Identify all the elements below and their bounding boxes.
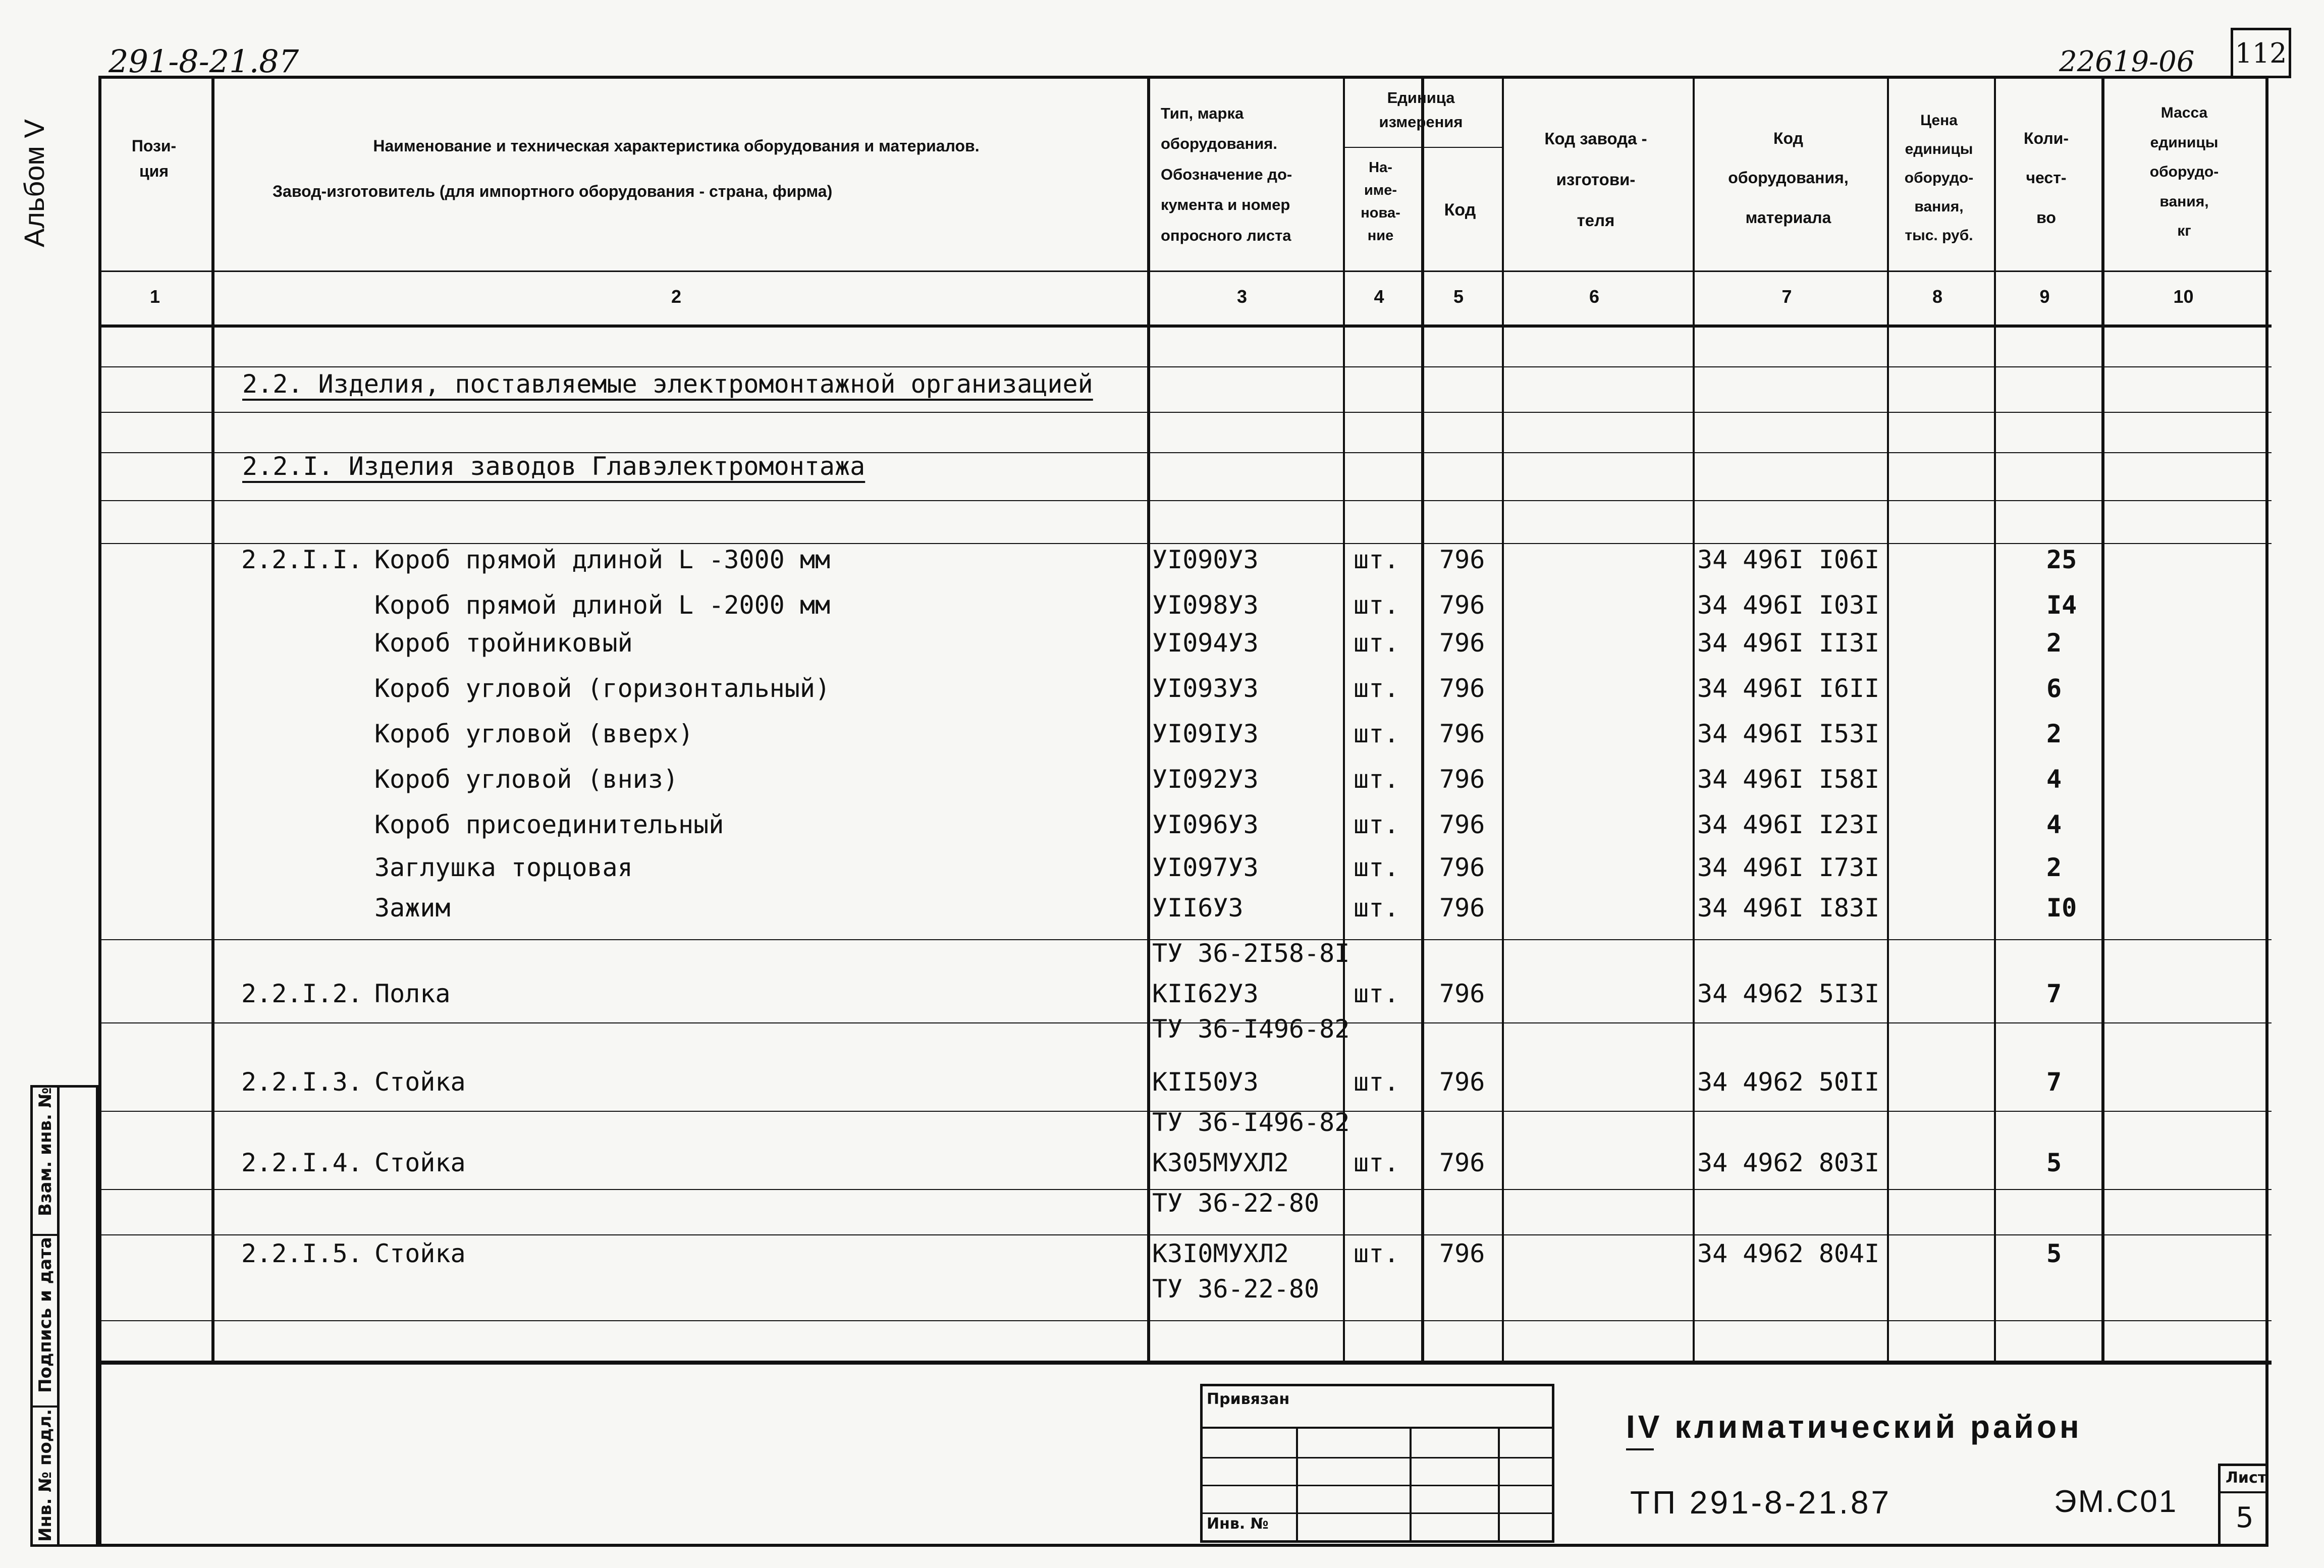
drawing-code: ТП 291-8-21.87 [1630, 1484, 1892, 1521]
row-unit: шт. [1354, 1148, 1399, 1177]
row-unit: шт. [1354, 765, 1399, 794]
header-position [101, 134, 207, 184]
row-unit: шт. [1354, 719, 1399, 748]
row-type: ТУ 36-22-80 [1152, 1274, 1320, 1304]
side-stamp-label: Подпись и дата [35, 1237, 56, 1393]
document-code: 291-8-21.87 [109, 43, 299, 80]
row-quantity: 2 [2046, 628, 2062, 658]
row-line [101, 412, 2272, 413]
col-number: 6 [1589, 286, 1600, 307]
col-number: 9 [2039, 286, 2050, 307]
row-type: УI092У3 [1152, 765, 1259, 794]
sheet-box-line [2221, 1491, 2268, 1493]
header-unit-name-line: ние [1367, 227, 1394, 244]
row-type: КII62У3 [1152, 979, 1259, 1008]
header-price-line: единицы [1905, 141, 1973, 157]
header-price-line: оборудо- [1904, 170, 1974, 186]
row-name: Заглушка торцовая [374, 853, 633, 882]
row-unit-code: 796 [1439, 979, 1485, 1008]
row-name: Зажим [374, 893, 451, 923]
row-type: УI090У3 [1152, 545, 1259, 574]
row-name: Стойка [374, 1239, 466, 1268]
sheet-label: Лист [2226, 1469, 2267, 1487]
header-type-line: кумента и номер [1161, 196, 1290, 214]
row-unit-code: 796 [1439, 674, 1485, 703]
section-heading: 2.2. Изделия, поставляемые электромонтажной организацией [242, 369, 1093, 399]
row-position: 2.2.I.2. [241, 979, 363, 1008]
col-number: 3 [1236, 286, 1248, 307]
row-quantity: 4 [2046, 765, 2062, 794]
header-position-line: ция [139, 161, 169, 180]
row-unit: шт. [1354, 545, 1399, 574]
row-material-code: 34 496I I03I [1697, 590, 1880, 620]
row-type: УI097У3 [1152, 853, 1259, 882]
row-unit-code: 796 [1439, 853, 1485, 882]
header-unit-name-line: нова- [1361, 204, 1400, 221]
row-material-code: 34 496I I06I [1697, 545, 1880, 574]
row-type: ТУ 36-I496-82 [1152, 1108, 1350, 1137]
col-number: 8 [1932, 286, 1943, 307]
row-name: Короб прямой длиной L -2000 мм [374, 590, 831, 620]
row-unit-code: 796 [1439, 1067, 1485, 1097]
row-material-code: 34 496I I23I [1697, 810, 1880, 839]
header-type-line: опросного листа [1161, 226, 1291, 244]
inventory-number: 22619-06 [2059, 45, 2195, 78]
inv-no-label: Инв. № [1207, 1515, 1269, 1533]
page-number: 112 [2235, 37, 2287, 69]
side-stamp-divider [33, 1405, 57, 1408]
row-quantity: I0 [2046, 893, 2077, 923]
header-mass [2100, 98, 2268, 246]
header-price [1885, 106, 1992, 250]
row-material-code: 34 496I I53I [1697, 719, 1880, 748]
row-position: 2.2.I.5. [241, 1239, 363, 1268]
header-factory-code-line: Код завода - [1544, 129, 1647, 148]
row-quantity: 4 [2046, 810, 2062, 839]
header-unit-name-line: име- [1364, 182, 1397, 198]
col-number: 1 [149, 286, 160, 307]
row-material-code: 34 496I I6II [1697, 674, 1880, 703]
row-unit-code: 796 [1439, 810, 1485, 839]
header-position-line: Пози- [131, 137, 177, 155]
row-unit-code: 796 [1439, 590, 1485, 620]
sheet-number: 5 [2236, 1501, 2254, 1534]
row-material-code: 34 4962 804I [1697, 1239, 1880, 1268]
sheet-box [2218, 1464, 2268, 1547]
row-type: К305МУХЛ2 [1152, 1148, 1289, 1177]
side-stamp-label: Взам. инв. № [35, 1087, 56, 1216]
row-name: Короб тройниковый [374, 628, 633, 658]
unit-subheader-line [1343, 147, 1502, 148]
row-unit: шт. [1354, 1067, 1399, 1097]
col-number: 2 [671, 286, 682, 307]
header-quantity-line: Коли- [2024, 129, 2069, 147]
row-type: УI093У3 [1152, 674, 1259, 703]
col-number: 4 [1374, 286, 1384, 307]
header-quantity-line: чест- [2026, 169, 2067, 187]
row-unit: шт. [1354, 628, 1399, 658]
header-material-code-line: Код [1773, 129, 1803, 147]
binding-stamp-vline [1296, 1427, 1298, 1540]
header-unit-name-line: На- [1369, 159, 1392, 176]
page-number-box [2231, 28, 2291, 78]
row-material-code: 34 4962 803I [1697, 1148, 1880, 1177]
header-factory-code-line: изготови- [1556, 170, 1636, 189]
header-mass-line: Масса [2160, 104, 2208, 121]
header-unit [1341, 86, 1500, 134]
row-unit-code: 796 [1439, 628, 1485, 658]
header-type-line: Тип, марка [1161, 104, 1244, 122]
header-factory-code-line: теля [1577, 210, 1615, 230]
row-material-code: 34 4962 5I3I [1697, 979, 1880, 1008]
row-quantity: 6 [2046, 674, 2062, 703]
side-stamp-label: Инв. № подл. [35, 1409, 56, 1542]
row-type: УI098У3 [1152, 590, 1259, 620]
row-position: 2.2.I.4. [241, 1148, 363, 1177]
row-unit: шт. [1354, 1239, 1399, 1268]
header-quantity [1992, 119, 2100, 237]
row-position: 2.2.I.3. [241, 1067, 363, 1097]
climate-underline [1626, 1448, 1654, 1450]
row-quantity: 5 [2046, 1148, 2062, 1177]
header-price-line: Цена [1920, 112, 1958, 129]
binding-stamp-vline [1498, 1427, 1500, 1540]
header-type-line: оборудования. [1161, 135, 1278, 153]
row-type: КII50У3 [1152, 1067, 1259, 1097]
header-mass-line: вания, [2159, 193, 2209, 210]
row-name: Короб прямой длиной L -3000 мм [374, 545, 831, 574]
row-type: ТУ 36-I496-82 [1152, 1014, 1350, 1044]
row-unit: шт. [1354, 590, 1399, 620]
row-unit: шт. [1354, 810, 1399, 839]
row-unit-code: 796 [1439, 893, 1485, 923]
row-unit-code: 796 [1439, 765, 1485, 794]
row-material-code: 34 496I I58I [1697, 765, 1880, 794]
header-mass-line: оборудо- [2149, 164, 2219, 180]
row-quantity: 5 [2046, 1239, 2062, 1268]
row-type: УI094У3 [1152, 628, 1259, 658]
subsection-heading: 2.2.I. Изделия заводов Главэлектромонтажа [242, 452, 866, 481]
header-name [217, 124, 1136, 214]
side-stamp-divider [33, 1234, 57, 1236]
header-unit-code: Код [1444, 200, 1476, 220]
header-factory-code [1500, 119, 1691, 241]
row-type: УI096У3 [1152, 810, 1259, 839]
drawing-mark: ЭМ.С01 [2054, 1484, 2178, 1519]
row-quantity: 7 [2046, 1067, 2062, 1097]
row-line [101, 543, 2272, 544]
row-unit-code: 796 [1439, 545, 1485, 574]
row-unit: шт. [1354, 674, 1399, 703]
header-mass-line: кг [2177, 223, 2191, 239]
row-name: Короб угловой (вверх) [374, 719, 694, 748]
col-number: 7 [1781, 286, 1792, 307]
row-type: ТУ 36-2I58-8I [1152, 939, 1350, 968]
header-material-code [1691, 119, 1885, 237]
header-name-line: Наименование и техническая характеристика оборудования и материалов. [373, 137, 980, 155]
row-quantity: I4 [2046, 590, 2077, 620]
album-label: Альбом V [18, 119, 50, 247]
row-name: Стойка [374, 1148, 466, 1177]
row-name: Короб угловой (вниз) [374, 765, 679, 794]
row-type: К3I0МУХЛ2 [1152, 1239, 1289, 1268]
colnum-bottom-line [101, 325, 2272, 328]
side-stamp-vline [57, 1085, 98, 1547]
header-name-line: Завод-изготовитель (для импортного оборудования - страна, фирма) [273, 182, 833, 200]
header-material-code-line: оборудования, [1728, 169, 1849, 187]
binding-label: Привязан [1207, 1390, 1290, 1408]
row-type: УI09IУ3 [1152, 719, 1259, 748]
binding-stamp [1200, 1384, 1554, 1543]
row-quantity: 7 [2046, 979, 2062, 1008]
row-name: Короб присоединительный [374, 810, 724, 839]
row-quantity: 25 [2046, 545, 2077, 574]
row-name: Короб угловой (горизонтальный) [374, 674, 831, 703]
row-line [101, 500, 2272, 501]
col-number: 10 [2173, 286, 2194, 307]
header-type-line: Обозначение до- [1161, 165, 1292, 183]
header-bottom-line [101, 271, 2272, 272]
row-type: ТУ 36-22-80 [1152, 1188, 1320, 1218]
row-position: 2.2.I.I. [241, 545, 363, 574]
row-unit: шт. [1354, 893, 1399, 923]
row-quantity: 2 [2046, 853, 2062, 882]
row-material-code: 34 496I II3I [1697, 628, 1880, 658]
row-line [101, 1320, 2272, 1321]
header-unit-line: измерения [1379, 113, 1463, 131]
row-type: УII6У3 [1152, 893, 1244, 923]
climate-region: IV климатический район [1626, 1409, 2082, 1445]
row-name: Полка [374, 979, 451, 1008]
row-material-code: 34 4962 50II [1697, 1067, 1880, 1097]
header-quantity-line: во [2036, 208, 2056, 227]
header-price-line: тыс. руб. [1905, 227, 1973, 244]
row-unit-code: 796 [1439, 1148, 1485, 1177]
header-unit-name [1341, 156, 1420, 247]
row-material-code: 34 496I I73I [1697, 853, 1880, 882]
row-unit-code: 796 [1439, 719, 1485, 748]
row-name: Стойка [374, 1067, 466, 1097]
header-type [1151, 98, 1342, 251]
header-material-code-line: материала [1745, 208, 1831, 227]
table-bottom-line [101, 1362, 2272, 1365]
binding-stamp-vline [1410, 1427, 1412, 1540]
row-material-code: 34 496I I83I [1697, 893, 1880, 923]
header-price-line: вания, [1914, 198, 1964, 215]
row-quantity: 2 [2046, 719, 2062, 748]
header-mass-line: единицы [2150, 134, 2219, 151]
row-unit-code: 796 [1439, 1239, 1485, 1268]
row-unit: шт. [1354, 853, 1399, 882]
row-line [101, 366, 2272, 367]
row-unit: шт. [1354, 979, 1399, 1008]
col-number: 5 [1453, 286, 1464, 307]
row-line [101, 1234, 2272, 1235]
header-unit-line: Единица [1387, 89, 1455, 106]
